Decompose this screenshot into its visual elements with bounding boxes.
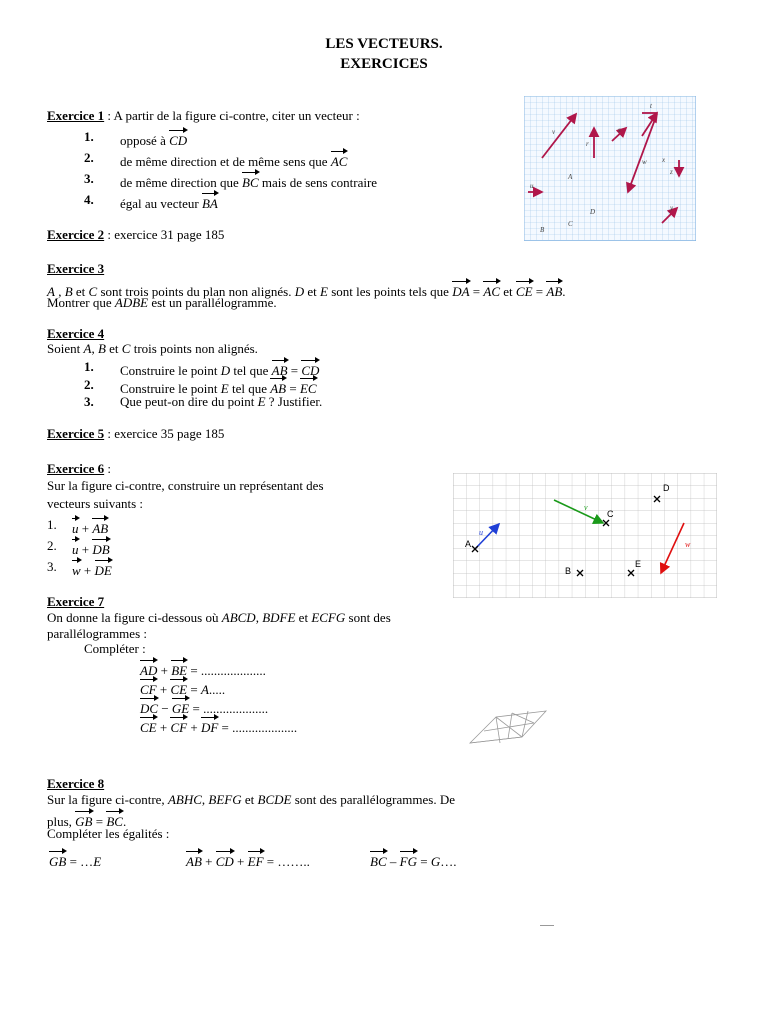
point-e: E (93, 854, 102, 869)
item-number: 2. (84, 377, 94, 392)
vector-dc: DC (140, 701, 159, 716)
text: . (122, 814, 127, 829)
vector-u: u (72, 521, 79, 536)
exercise-7-line-2: parallélogrammes : (47, 626, 147, 641)
item-text: de même direction et de même sens que (120, 154, 331, 169)
exercise-4-heading (47, 326, 104, 342)
vector-ge: GE (171, 701, 190, 716)
exercise-7-eq-4 (140, 716, 297, 736)
equals: = (532, 284, 547, 299)
exercise-1-intro (47, 108, 360, 124)
exercise-5-text: : exercice 35 page 185 (104, 426, 225, 441)
vector-ce: CE (140, 720, 157, 735)
point-e: E (257, 394, 266, 409)
text: trois points non alignés. (130, 341, 258, 356)
exercise-8-line-1 (47, 792, 455, 808)
label-C: C (568, 220, 573, 228)
exercise-8-heading (47, 776, 104, 792)
text: sont des (345, 610, 391, 625)
equals: = (469, 284, 484, 299)
vector-be: BE (171, 663, 188, 678)
exercise-7-eq-2 (140, 678, 225, 698)
point-a: A (47, 284, 55, 299)
vector-da: DA (452, 284, 470, 299)
exercise-8-eq-c (370, 850, 456, 870)
text: : (104, 461, 112, 476)
point-b: B (64, 284, 73, 299)
label-s: s (618, 126, 621, 134)
blank: = .................... (187, 663, 266, 678)
vector-cf: CF (140, 682, 157, 697)
vector-de: DE (94, 563, 112, 578)
vector-ec: EC (299, 381, 317, 396)
label-w: w (685, 540, 691, 549)
exercise-2-heading: Exercice 2 (47, 227, 105, 242)
exercise-8-eq-a (49, 850, 101, 870)
text: et (72, 284, 89, 299)
exercise-7-complete: Compléter : (84, 641, 146, 656)
exercise-1-intro-text: : A partir de la figure ci-contre, citer un vecteur : (104, 108, 360, 123)
quad-bdfe: BDFE (262, 610, 296, 625)
item-number: 4. (84, 192, 94, 207)
blank: = .................... (218, 720, 298, 735)
text: , (255, 610, 263, 625)
label-w: w (642, 158, 647, 166)
label-A: A (568, 173, 573, 181)
text: Construire le point (120, 363, 221, 378)
label-r: r (586, 140, 589, 148)
exercise-7-eq-1 (140, 659, 266, 679)
item-number: 1. (47, 517, 57, 532)
minus: – (386, 854, 400, 869)
label-b: B (565, 566, 572, 576)
blank: = …….. (263, 854, 310, 869)
vector-cf: CF (170, 720, 188, 735)
label-a: A (465, 539, 472, 549)
item-number: 2. (47, 538, 57, 553)
exercise-7-eq-3 (140, 697, 268, 717)
text: sont les points tels que (327, 284, 453, 299)
vector-ba: BA (201, 196, 218, 211)
text: sont des parallélogrammes. De (291, 792, 455, 807)
exercise-1-heading: Exercice 1 (47, 108, 105, 123)
exercise-7-line-1 (47, 610, 391, 626)
text: Sur la figure ci-contre, (47, 792, 168, 807)
equals: = (286, 381, 300, 396)
text: Construire le point (120, 381, 221, 396)
exercise-3-line-2 (47, 295, 277, 311)
blank: …. (440, 854, 457, 869)
item-number: 3. (84, 394, 94, 409)
point-d: D (294, 284, 305, 299)
text: . (562, 284, 566, 299)
exercise-7-parallelogram-figure (466, 703, 550, 751)
exercise-1-vector-figure (524, 96, 696, 241)
vector-gb: GB (49, 854, 67, 869)
page-title: LES VECTEURS. (325, 36, 443, 52)
exercise-6-heading-text: Exercice 6 (47, 461, 105, 476)
item-text-after: mais de sens contraire (258, 175, 378, 190)
equals: = (187, 682, 201, 697)
exercise-3-heading-text: Exercice 3 (47, 261, 105, 276)
item-text: de même direction que (120, 175, 243, 190)
equals: = (287, 363, 302, 378)
page-subtitle: EXERCICES (340, 56, 428, 72)
vector-df: DF (200, 720, 219, 735)
text: , (91, 341, 98, 356)
exercise-6-heading (47, 461, 111, 477)
point-a: A (83, 341, 92, 356)
plus: + (187, 720, 201, 735)
exercise-3-heading (47, 261, 104, 277)
plus: + (157, 663, 172, 678)
exercise-7-heading-text: Exercice 7 (47, 594, 105, 609)
plus: + (156, 682, 171, 697)
text: et (500, 284, 516, 299)
plus: + (78, 542, 93, 557)
label-u: u (530, 182, 534, 190)
text: , (201, 792, 209, 807)
exercise-2 (47, 227, 224, 243)
vector-ce: CE (170, 682, 188, 697)
label-x: x (662, 156, 666, 164)
label-y: y (670, 204, 674, 212)
exercise-5 (47, 426, 224, 442)
text: sont trois points du plan non alignés. (97, 284, 295, 299)
minus: − (158, 701, 172, 716)
vector-gb: GB (75, 814, 93, 829)
label-B: B (540, 226, 545, 234)
point-c: C (88, 284, 98, 299)
quad-abcd: ABCD (221, 610, 256, 625)
exercise-2-text: : exercice 31 page 185 (104, 227, 225, 242)
item-number: 2. (84, 150, 94, 165)
equals: = (416, 854, 431, 869)
text: tel que (230, 363, 272, 378)
text: tel que (228, 381, 271, 396)
quadrilateral-adbe: ADBE (114, 295, 149, 310)
equals: = (92, 814, 107, 829)
item-number: 3. (84, 171, 94, 186)
quad-ecfg: ECFG (311, 610, 346, 625)
text: plus, (47, 814, 76, 829)
vector-ef: EF (247, 854, 264, 869)
quad-befg: BEFG (208, 792, 242, 807)
quad-bcde: BCDE (257, 792, 292, 807)
vector-ab: AB (270, 381, 287, 396)
text: , (54, 284, 65, 299)
exercise-8-line-3: Compléter les égalités : (47, 826, 170, 841)
text: et (105, 341, 122, 356)
vector-bc: BC (106, 814, 123, 829)
point-e: E (320, 284, 328, 299)
item-number: 1. (84, 129, 94, 144)
text: et (241, 792, 258, 807)
vector-cd: CD (215, 854, 234, 869)
point-d: D (220, 363, 231, 378)
vector-ab: AB (186, 854, 202, 869)
exercise-8-heading-text: Exercice 8 (47, 776, 105, 791)
vector-ce: CE (515, 284, 533, 299)
exercise-4-intro (47, 341, 258, 357)
text: On donne la figure ci-dessous où (47, 610, 222, 625)
text: est un parallélogramme. (148, 295, 277, 310)
exercise-8-eq-b (186, 850, 310, 870)
text: et (304, 284, 321, 299)
label-t: t (650, 102, 652, 110)
vector-bc: BC (370, 854, 387, 869)
label-u: u (479, 528, 483, 537)
plus: + (78, 521, 93, 536)
point-b: B (97, 341, 106, 356)
label-v: v (584, 503, 588, 512)
plus: + (156, 720, 171, 735)
vector-ac: AC (330, 154, 348, 169)
vector-db: DB (92, 542, 110, 557)
item-number: 1. (84, 359, 94, 374)
text: et (295, 610, 312, 625)
exercise-5-heading: Exercice 5 (47, 426, 105, 441)
point-e: E (220, 381, 229, 396)
vector-ab: AB (92, 521, 109, 536)
vector-fg: FG (399, 854, 417, 869)
exercise-7-heading (47, 594, 104, 610)
item-text: égal au vecteur (120, 196, 202, 211)
label-e: E (635, 559, 642, 569)
blank: ..... (208, 682, 226, 697)
vector-ad: AD (140, 663, 158, 678)
point-a: A (200, 682, 209, 697)
item-text: opposé à (120, 133, 170, 148)
label-z: z (670, 168, 673, 176)
vector-cd: CD (169, 133, 188, 148)
vector-ac: AC (483, 284, 501, 299)
plus: + (80, 563, 95, 578)
label-v: v (552, 128, 556, 136)
vector-bc: BC (242, 175, 259, 190)
exercise-6-line-1: Sur la figure ci-contre, construire un représentant des (47, 478, 324, 493)
vector-u: u (72, 542, 79, 557)
exercise-6-line-2: vecteurs suivants : (47, 496, 144, 511)
point-c: C (121, 341, 131, 356)
plus: + (233, 854, 248, 869)
exercise-6-grid-figure (453, 473, 717, 598)
label-c: C (607, 509, 614, 519)
text: Montrer que (47, 295, 115, 310)
vector-cd: CD (301, 363, 320, 378)
exercise-4-heading-text: Exercice 4 (47, 326, 105, 341)
text: Soient (47, 341, 84, 356)
blank: = … (66, 854, 94, 869)
plus: + (201, 854, 216, 869)
text: ? Justifier. (265, 394, 323, 409)
vector-w: w (72, 563, 81, 578)
vector-ab: AB (271, 363, 288, 378)
vector-ab: AB (546, 284, 563, 299)
label-D: D (590, 208, 596, 216)
blank: = .................... (189, 701, 269, 716)
quad-abhc: ABHC (167, 792, 202, 807)
point-g: G (430, 854, 441, 869)
text: Que peut-on dire du point (120, 394, 258, 409)
label-d: D (663, 483, 670, 493)
stray-mark (540, 925, 554, 926)
item-number: 3. (47, 559, 57, 574)
